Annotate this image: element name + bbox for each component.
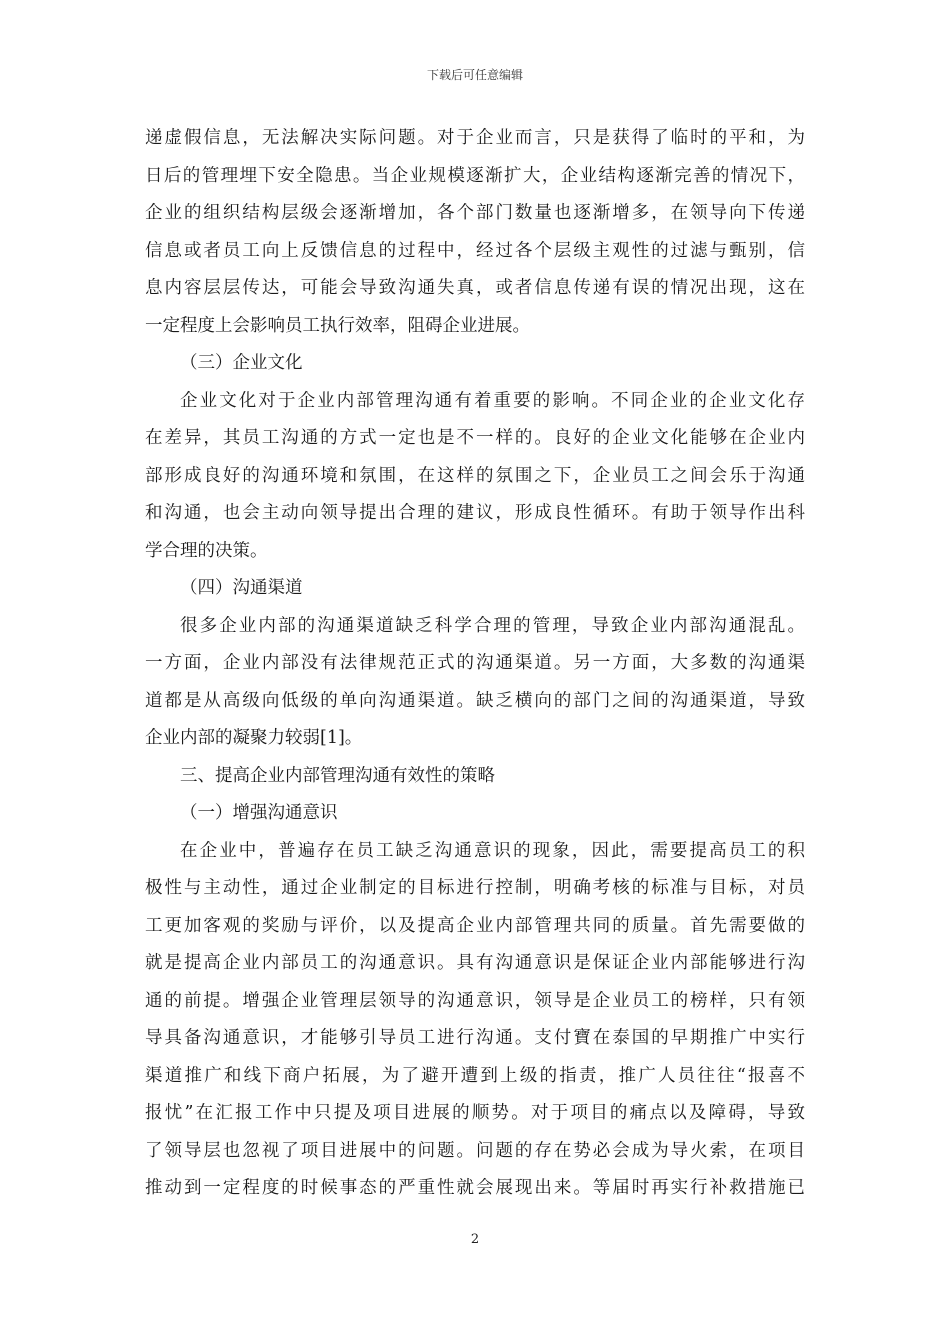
text-line: 在企业中，普遍存在员工缺乏沟通意识的现象，因此，需要提高员工的积 [180,840,805,861]
text-line: 递虚假信息，无法解决实际问题。对于企业而言，只是获得了临时的平和，为 [145,128,805,148]
text-line: 信息或者员工向上反馈信息的过程中，经过各个层级主观性的过滤与甄别，信 [145,240,805,261]
text-line: 息内容层层传达，可能会导致沟通失真，或者信息传递有误的情况出现，这在 [145,278,805,298]
text-line: 了领导层也忽视了项目进展中的问题。问题的存在势必会成为导火索，在项目 [145,1140,805,1161]
text-line: 部形成良好的沟通环境和氛围，在这样的氛围之下，企业员工之间会乐于沟通 [145,465,805,486]
text-line: （四）沟通渠道 [180,578,303,598]
page-number: 2 [470,1232,480,1247]
text-line: 学合理的决策。 [145,540,268,561]
text-line: 日后的管理埋下安全隐患。当企业规模逐渐扩大，企业结构逐渐完善的情况下， [145,165,805,186]
text-line: 通的前提。增强企业管理层领导的沟通意识，领导是企业员工的榜样，只有领 [145,990,805,1011]
text-line: （一）增强沟通意识 [180,803,338,823]
text-line: 工更加客观的奖励与评价，以及提高企业内部管理共同的质量。首先需要做的 [145,915,805,936]
text-line: 企业文化对于企业内部管理沟通有着重要的影响。不同企业的企业文化存 [180,390,805,411]
text-line: 推动到一定程度的时候事态的严重性就会展现出来。等届时再实行补救措施已 [145,1178,805,1198]
text-line: 很多企业内部的沟通渠道缺乏科学合理的管理，导致企业内部沟通混乱。 [180,615,805,636]
text-line: 三、提高企业内部管理沟通有效性的策略 [180,765,495,786]
text-line: 极性与主动性，通过企业制定的目标进行控制，明确考核的标准与目标，对员 [145,878,805,898]
document-body [145,120,805,1208]
text-line: 就是提高企业内部员工的沟通意识。具有沟通意识是保证企业内部能够进行沟 [145,953,805,973]
text-line: 报忧”在汇报工作中只提及项目进展的顺势。对于项目的痛点以及障碍，导致 [145,1103,805,1123]
page-header: 下载后可任意编辑 [426,68,523,82]
text-line: 渠道推广和线下商户拓展，为了避开遭到上级的指责，推广人员往往“报喜不 [145,1065,805,1086]
text-line: 企业的组织结构层级会逐渐增加，各个部门数量也逐渐增多，在领导向下传递 [145,203,805,223]
text-line: 在差异，其员工沟通的方式一定也是不一样的。良好的企业文化能够在企业内 [145,428,805,448]
text-line: 一方面，企业内部没有法律规范正式的沟通渠道。另一方面，大多数的沟通渠 [145,653,805,673]
text-line: （三）企业文化 [180,353,303,373]
text-line: 导具备沟通意识，才能够引导员工进行沟通。支付寶在泰国的早期推广中实行 [145,1028,805,1048]
text-line: 和沟通，也会主动向领导提出合理的建议，形成良性循环。有助于领导作出科 [145,503,805,523]
text-line: 企业内部的凝聚力较弱[1]。 [145,728,363,748]
text-line: 道都是从高级向低级的单向沟通渠道。缺乏横向的部门之间的沟通渠道，导致 [145,690,805,711]
text-line: 一定程度上会影响员工执行效率，阻碍企业进展。 [145,315,530,336]
